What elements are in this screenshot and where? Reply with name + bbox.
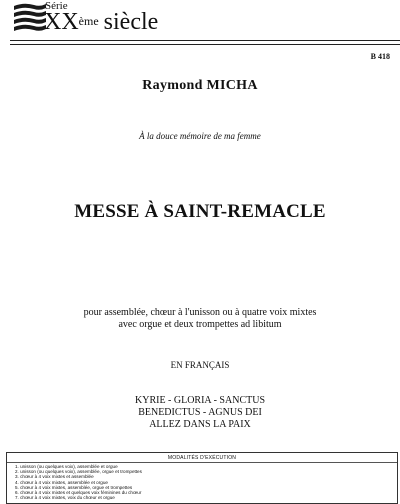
series-label: Série xyxy=(45,0,68,12)
movements-line: KYRIE - GLORIA - SANCTUS xyxy=(135,395,265,406)
movements-list xyxy=(0,395,400,431)
header-rule-bottom xyxy=(10,44,400,45)
movements-line: BENEDICTUS - AGNUS DEI xyxy=(138,407,262,418)
series-numeral: XX xyxy=(44,9,79,35)
catalog-number: B 418 xyxy=(370,52,390,61)
execution-item: 4. chœur à 4 voix mixtes, assemblée et orgue xyxy=(15,479,108,485)
language: EN FRANÇAIS xyxy=(170,360,230,370)
header-rule-top xyxy=(10,40,400,41)
series-superscript: ème xyxy=(78,14,99,28)
series-word: siècle xyxy=(103,9,159,35)
execution-list xyxy=(15,464,142,500)
execution-item: 6. chœur à 4 voix mixtes et quelques voix féminines du chœur xyxy=(15,490,142,496)
composer-name: Raymond MICHA xyxy=(142,78,258,93)
execution-title: MODALITÉS D'EXÉCUTION xyxy=(167,455,237,461)
dedication: À la douce mémoire de ma femme xyxy=(139,131,261,141)
execution-item: 3. chœur à 4 voix mixtes et assemblée xyxy=(15,474,94,480)
work-title: MESSE À SAINT-REMACLE xyxy=(74,201,326,222)
movements-line: ALLEZ DANS LA PAIX xyxy=(149,419,251,430)
instrumentation xyxy=(0,307,400,331)
instrumentation-line: pour assemblée, chœur à l'unisson ou à quatre voix mixtes xyxy=(83,307,317,318)
execution-item: 5. chœur à 4 voix mixtes, assemblée, orgue et trompettes xyxy=(15,484,133,490)
execution-divider xyxy=(7,462,397,463)
series-title xyxy=(44,8,158,36)
execution-item: 1. unisson (ou quelques voix), assemblée et orgue xyxy=(15,464,118,469)
execution-item: 2. unisson (ou quelques voix), assemblée, orgue et trompettes xyxy=(15,469,142,475)
execution-box xyxy=(6,452,398,504)
execution-item: 7. chœur à 4 voix mixtes, voix du chœur et orgue xyxy=(15,495,115,501)
instrumentation-line: avec orgue et deux trompettes ad libitum xyxy=(118,319,282,330)
